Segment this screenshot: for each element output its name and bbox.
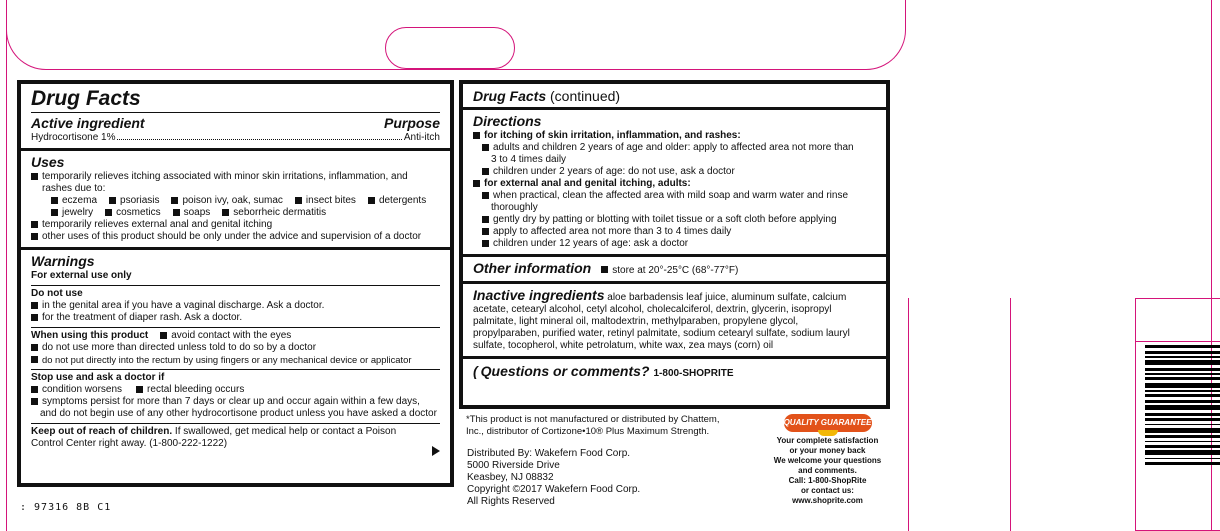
directions-heading: Directions [473,113,542,129]
list-item-continuation: thoroughly [491,202,538,213]
fold-line [1010,298,1011,531]
list-item: children under 12 years of age: ask a doctor [473,238,876,250]
other-info: store at 20°-25°C (68°-77°F) [612,265,739,276]
keep-out-of-reach: Keep out of reach of children. If swallowed, get medical help or contact a Poison [31,426,397,437]
list-item: other uses of this product should be only under the advice and supervision of a doctor [31,231,440,243]
continue-arrow-icon [432,446,440,456]
other-info-heading: Other information [473,260,592,276]
end-flap-fold [1135,298,1220,342]
inactive-line: palmitate, light mineral oil, maltodextrin, methylparaben, propylene glycol, [473,316,799,327]
drug-facts-header-section [21,84,450,151]
list-item: temporarily relieves external anal and genital itching [31,219,440,231]
list-item: When using this product avoid contact with the eyes [31,330,292,341]
stop-use-heading: Stop use and ask a doctor if [31,372,165,383]
list-item-continuation: and do not begin use of any other hydrocortisone product unless you have asked a doctor [40,408,437,419]
inactive-line: sulfate, tocopherol, white petrolatum, white wax, zea mays (corn) oil [473,340,774,351]
list-item: adults and children 2 years of age and older: apply to affected area not more than [473,142,876,154]
divider [31,112,440,113]
poison-control-line: Control Center right away. (1-800-222-1222) [31,438,228,449]
fold-line [908,298,909,531]
do-not-use-heading: Do not use [31,288,83,299]
phone-icon: ( [473,363,478,379]
continued-title: Drug Facts [473,88,547,104]
condition-item: insect bites [295,195,356,207]
list-item: for itching of skin irritation, inflammation, and rashes: [473,130,876,142]
list-item: apply to affected area not more than 3 to 4 times daily [473,226,876,238]
bullet-square-icon [31,173,38,180]
condition-item: psoriasis [109,195,159,207]
list-item: condition worsens rectal bleeding occurs [31,384,440,396]
purpose: Anti-itch [403,132,440,143]
drug-facts-title: Drug Facts [31,87,141,110]
when-using-heading: When using this product [31,330,149,341]
inactive-line: acetate, cetearyl alcohol, cetyl alcohol, cholecalciferol, dextrin, glycerin, isopropyl [473,304,832,315]
continued-title-suffix: (continued) [546,88,621,104]
bullet-square-icon [31,221,38,228]
list-item: when practical, clean the affected area with mild soap and warm water and rinse [473,190,876,202]
condition-item: seborrheic dermatitis [222,207,326,219]
continued-header [463,84,886,110]
inactive-ingredients-section: Inactive ingredients aloe barbadensis leaf juice, aluminum sulfate, calcium acetate, cetearyl alcohol, cetyl alcohol, cholecalciferol, dextrin, glycerin, isopropyl palmitate, light mineral oil, maltodextrin, methylparaben, propylene glycol, propylparaben, purified water, retinyl palmitate, sodium cetearyl sulfate, sodium lauryl sulfate, tocopherol, white petrolatum, white wax, zea mays (corn) oil [463,284,886,359]
uses-heading: Uses [31,154,65,170]
drug-facts-panel [17,80,454,487]
quality-guarantee: QUALITY GUARANTEE Your complete satisfaction or your money back We welcome your questions and comments. Call: 1-800-ShopRite or contact us: www.shoprite.com [770,414,885,506]
directions-section [463,110,886,257]
condition-item: soaps [173,207,211,219]
list-item: gently dry by patting or blotting with toilet tissue or a soft cloth before applying [473,214,876,226]
list-item: in the genital area if you have a vaginal discharge. Ask a doctor. [31,300,440,312]
inactive-heading: Inactive ingredients [473,287,605,303]
external-use-warning: For external use only [31,270,132,281]
list-item-continuation: 3 to 4 times daily [491,154,567,165]
questions-heading: Questions or comments? [480,363,650,379]
warnings-section [21,250,450,468]
list-item: do not put directly into the rectum by using fingers or any mechanical device or applicator [31,354,440,366]
inactive-line: propylparaben, purified water, retinyl palmitate, sodium cetearyl sulfate, sodium lauryl [473,328,850,339]
other-information-section [463,257,886,284]
list-item: symptoms persist for more than 7 days or clear up and occur again within a few days, [31,396,440,408]
conditions-list [31,195,440,219]
questions-phone: 1-800-SHOPRITE [653,368,734,379]
list-item: for external anal and genital itching, adults: [473,178,876,190]
bullet-square-icon [31,233,38,240]
condition-item: poison ivy, oak, sumac [171,195,282,207]
list-item: temporarily relieves itching associated with minor skin irritations, inflammation, and rashes due to: [31,171,440,195]
drug-facts-continued-panel [459,80,890,409]
purpose-heading: Purpose [383,115,440,131]
list-item: for the treatment of diaper rash. Ask a doctor. [31,312,440,324]
barcode [1145,345,1220,465]
condition-item: jewelry [51,207,93,219]
quality-guarantee-badge: QUALITY GUARANTEE [784,414,872,432]
questions-section [463,359,886,383]
condition-item: eczema [51,195,97,207]
list-item: children under 2 years of age: do not use, ask a doctor [473,166,876,178]
uses-section [21,151,450,250]
warnings-heading: Warnings [31,253,95,269]
list-item: do not use more than directed unless told to do so by a doctor [31,342,440,354]
active-ingredient-heading: Active ingredient [31,115,145,131]
hang-tab-slot [385,27,515,69]
condition-item: detergents [368,195,426,207]
active-ingredient: Hydrocortisone 1% [31,132,116,143]
condition-item: cosmetics [105,207,160,219]
disclaimer: *This product is not manufactured or distributed by Chattem, Inc., distributor of Cortizone•10® Plus Maximum Strength. [466,414,720,437]
lot-code: : 97316 8B C1 [20,502,112,513]
leader-dots [117,139,401,140]
distributor-info: Distributed By: Wakefern Food Corp. 5000 Riverside Drive Keasbey, NJ 08832 Copyright ©2017 Wakefern Food Corp. All Rights Reserved [467,448,641,507]
